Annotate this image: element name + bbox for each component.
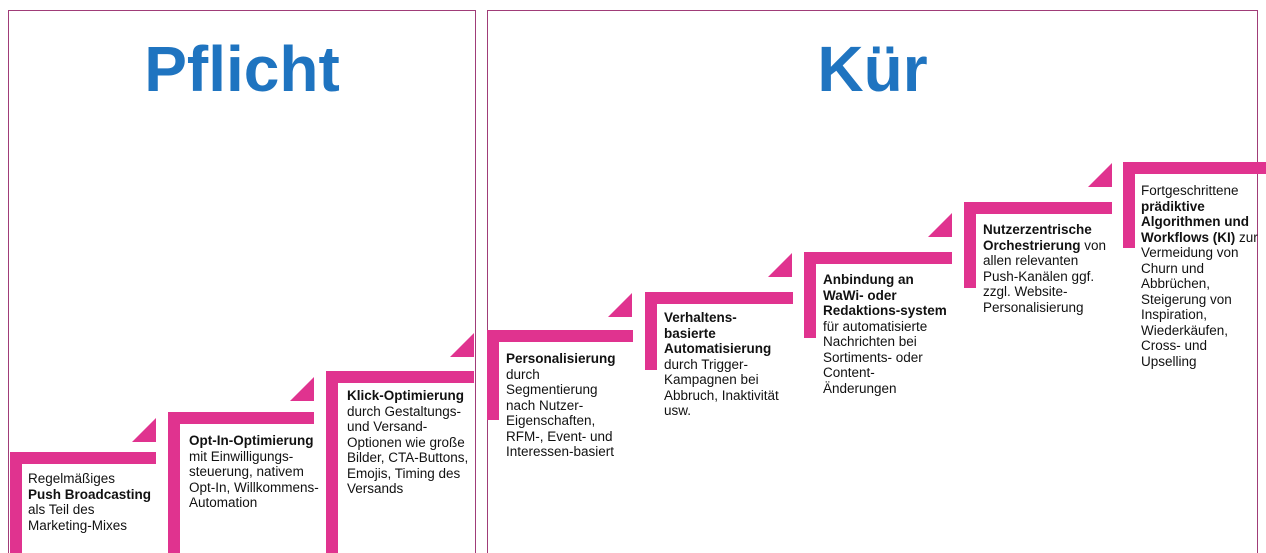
step-arrow-triangle bbox=[290, 377, 314, 401]
step-pre: Regelmäßiges bbox=[28, 471, 116, 486]
step-arrow-triangle bbox=[928, 213, 952, 237]
step-bold: Push Broadcasting bbox=[28, 486, 152, 502]
step-text-personalisierung bbox=[506, 351, 630, 460]
step-arrow-triangle bbox=[608, 293, 632, 317]
step-text-verhaltensbasiert bbox=[664, 310, 788, 419]
step-bold: Anbindung an WaWi- oder Redaktions-system bbox=[823, 272, 947, 318]
step-text-praediktiv bbox=[1141, 183, 1261, 369]
step-text-anbindung bbox=[823, 272, 947, 396]
step-post: für automatisierte Nachrichten bei Sortiments- oder Content-Änderungen bbox=[823, 318, 928, 396]
step-post: von allen relevanten Push-Kanälen ggf. zzgl. Website-Personalisierung bbox=[983, 237, 1107, 315]
kuer-title: Kür bbox=[817, 33, 928, 105]
step-text-push-broadcasting bbox=[28, 471, 152, 533]
step-text-orchestrierung bbox=[983, 222, 1107, 315]
pflicht-title: Pflicht bbox=[144, 33, 340, 105]
step-post: als Teil des Marketing-Mixes bbox=[28, 502, 128, 533]
step-bold: Verhaltens-basierte Automatisierung bbox=[664, 310, 772, 356]
step-post: durch Trigger-Kampagnen bei Abbruch, Inaktivität usw. bbox=[664, 356, 779, 418]
step-post: durch Gestaltungs- und Versand-Optionen wie große Bilder, CTA-Buttons, Emojis, Timing des Versands bbox=[347, 403, 469, 496]
step-arrow-triangle bbox=[132, 418, 156, 442]
step-bold: prädiktive Algorithmen und Workflows (KI) bbox=[1141, 198, 1249, 245]
step-bold: Klick-Optimierung bbox=[347, 388, 465, 403]
step-bold: Nutzerzentrische Orchestrierung bbox=[983, 222, 1092, 253]
step-text-opt-in bbox=[189, 433, 327, 511]
step-bold: Opt-In-Optimierung bbox=[189, 433, 314, 448]
step-post: zur Vermeidung von Churn und Abbrüchen, Steigerung von Inspiration, Wiederkäufen, Cross- und Upselling bbox=[1141, 229, 1258, 369]
step-arrow-triangle bbox=[1088, 163, 1112, 187]
step-arrow-triangle bbox=[768, 253, 792, 277]
step-pre: Fortgeschrittene bbox=[1141, 183, 1239, 198]
step-text-klick-optimierung bbox=[347, 388, 469, 497]
step-bold: Personalisierung bbox=[506, 351, 616, 366]
step-arrow-triangle bbox=[450, 333, 474, 357]
step-post: mit Einwilligungs-steuerung, nativem Opt-In, Willkommens-Automation bbox=[189, 448, 319, 510]
step-post: durch Segmentierung nach Nutzer-Eigenschaften, RFM-, Event- und Interessen-basiert bbox=[506, 366, 615, 459]
